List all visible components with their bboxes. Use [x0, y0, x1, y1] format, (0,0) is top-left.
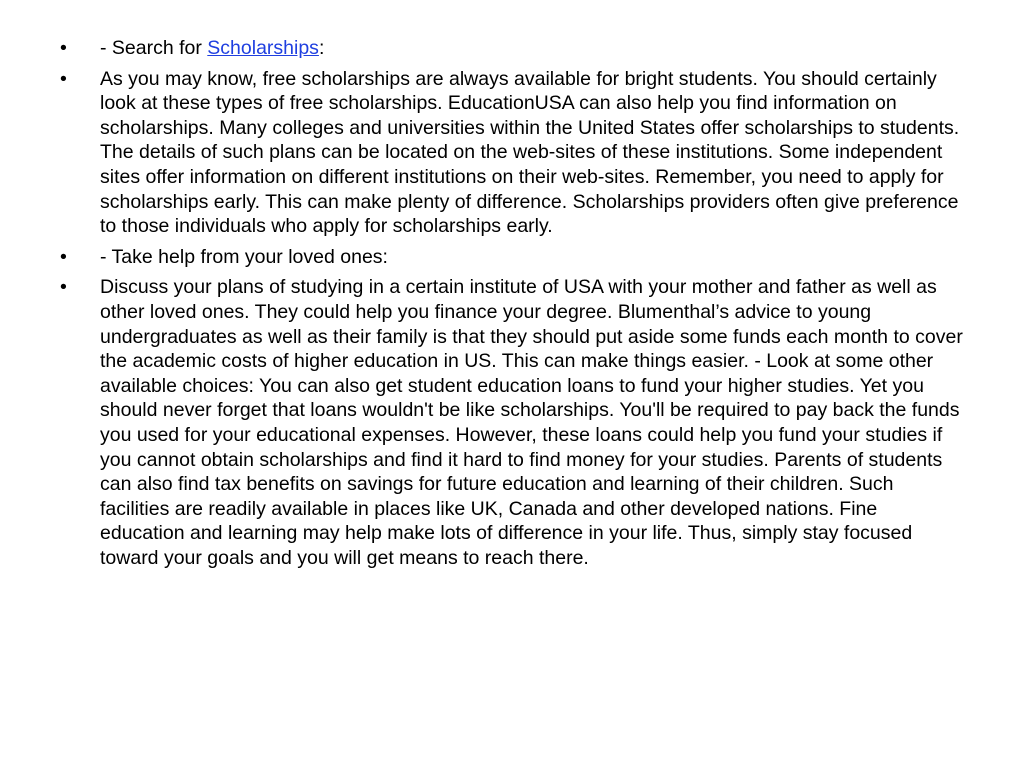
item-text: - Take help from your loved ones: [100, 245, 388, 268]
item-text: As you may know, free scholarships are always available for bright students. You should certainly look at these types of free scholarships. EducationUSA can also help you find information on scholarships. Many colleges and universities within the United States offer scholarships to students. The details of such plans can be located on the web-sites of these institutions. Some independent sites offer information on different institutions on their web-sites. Remember, you need to apply for scholarships early. This can make plenty of difference. Scholarships providers often give preference to those individuals who apply for scholarships early. [100, 67, 960, 238]
item-text: Discuss your plans of studying in a certain institute of USA with your mother and father as well as other loved ones. They could help you finance your degree. Blumenthal’s advice to young undergraduates as well as their family is that they should put aside some funds each month to cover the academic costs of higher education in US. This can make things easier. - Look at some other available choices: You can also get student education loans to fund your higher studies. Yet you should never forget that loans wouldn't be like scholarships. You'll be required to pay back the funds you used for your educational expenses. However, these loans could help you fund your studies if you cannot obtain scholarships and find it hard to find money for your studies. Parents of students can also find tax benefits on savings for future education and learning of their children. Such facilities are readily available in places like UK, Canada and other developed nations. Fine education and learning may help make lots of difference in your life. Thus, simply stay focused toward your goals and you will get means to reach there. [100, 276, 963, 569]
bullet-icon: • [60, 37, 67, 59]
item-suffix: : [318, 37, 325, 59]
list-item-loved-ones-info [60, 275, 965, 570]
bullet-icon: • [60, 67, 67, 90]
list-item-scholarships-info [60, 67, 965, 239]
bullet-list [60, 36, 965, 576]
list-item-search-scholarships [60, 36, 965, 61]
bullet-icon: • [60, 276, 67, 299]
bullet-icon: • [60, 245, 67, 268]
scholarships-link[interactable]: Scholarships [207, 37, 319, 59]
item-prefix: - Search for [100, 37, 208, 59]
list-item-loved-ones-heading [60, 245, 965, 270]
